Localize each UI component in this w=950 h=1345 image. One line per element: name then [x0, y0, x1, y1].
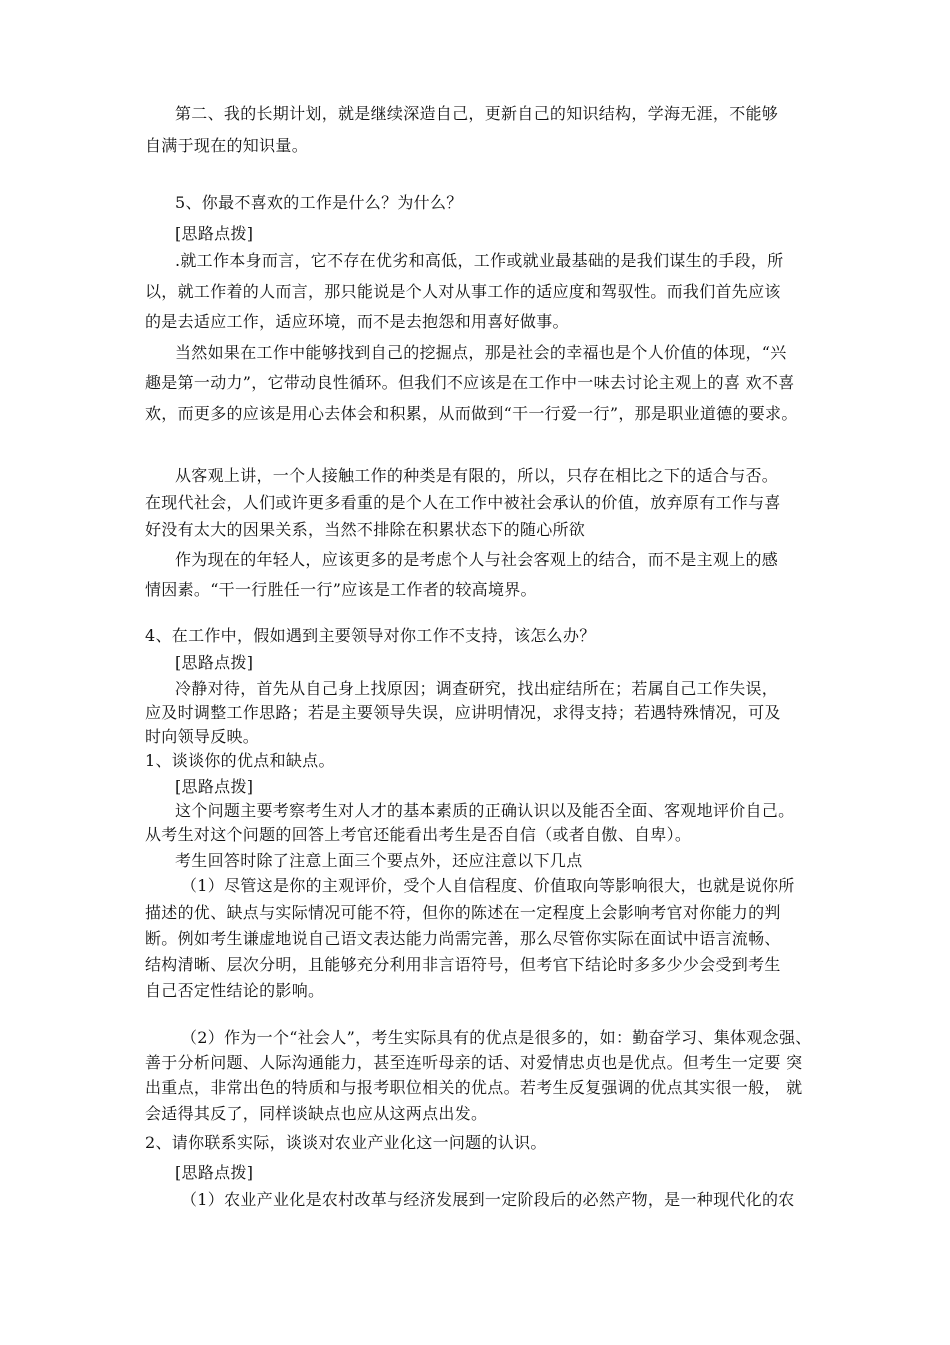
text-line: 第二、我的长期计划，就是继续深造自己，更新自己的知识结构，学海无涯，不能够: [175, 104, 779, 123]
hint-label: [思路点拨]: [175, 653, 254, 672]
text-line: .就工作本身而言，它不存在优劣和高低，工作或就业最基础的是我们谋生的手段，所: [175, 251, 784, 270]
text-line: 描述的优、缺点与实际情况可能不符，但你的陈述在一定程度上会影响考官对你能力的判: [145, 903, 781, 922]
text-line: 当然如果在工作中能够找到自己的挖掘点，那是社会的幸福也是个人价值的体现，“兴: [175, 343, 787, 362]
text-line: 自满于现在的知识量。: [145, 136, 309, 155]
text-line: 冷静对待，首先从自己身上找原因；调查研究，找出症结所在；若属自己工作失误，: [175, 679, 779, 698]
question-heading: 4、在工作中，假如遇到主要领导对你工作不支持，该怎么办？: [145, 626, 596, 645]
question-heading: 1、谈谈你的优点和缺点。: [145, 751, 335, 770]
text-line: 结构清晰、层次分明，且能够充分利用非言语符号，但考官下结论时多多少少会受到考生: [145, 955, 781, 974]
text-line: （1）农业产业化是农村改革与经济发展到一定阶段后的必然产物，是一种现代化的农: [181, 1190, 795, 1209]
text-line: 这个问题主要考察考生对人才的基本素质的正确认识以及能否全面、客观地评价自己。: [175, 801, 795, 820]
text-line: 从考生对这个问题的回答上考官还能看出考生是否自信（或者自傲、自卑）。: [145, 825, 692, 844]
question-heading: 2、请你联系实际，谈谈对农业产业化这一问题的认识。: [145, 1133, 547, 1152]
text-line: （1）尽管这是你的主观评价，受个人自信程度、价值取向等影响很大，也就是说你所: [181, 876, 795, 895]
text-line: 应及时调整工作思路；若是主要领导失误，应讲明情况，求得支持；若遇特殊情况，可及: [145, 703, 781, 722]
text-line: 以，就工作着的人而言，那只能说是个人对从事工作的适应度和驾驭性。而我们首先应该: [145, 282, 781, 301]
text-line: 会适得其反了，同样谈缺点也应从这两点出发。: [145, 1104, 488, 1123]
text-line: 自己否定性结论的影响。: [145, 981, 325, 1000]
text-line: 出重点，非常出色的特质和与报考职位相关的优点。若考生反复强调的优点其实很一般， 就: [145, 1078, 803, 1097]
text-line: 从客观上讲，一个人接触工作的种类是有限的，所以，只存在相比之下的适合与否。: [175, 466, 779, 485]
text-line: 趣是第一动力”，它带动良性循环。但我们不应该是在工作中一味去讨论主观上的喜 欢不喜: [145, 373, 795, 392]
text-line: 欢，而更多的应该是用心去体会和积累，从而做到“干一行爱一行”，那是职业道德的要求。: [145, 404, 798, 423]
question-heading: 5、你最不喜欢的工作是什么？为什么？: [175, 193, 463, 212]
text-line: 断。例如考生谦虚地说自己语文表达能力尚需完善，那么尽管你实际在面试中语言流畅、: [145, 929, 781, 948]
hint-label: [思路点拨]: [175, 777, 254, 796]
text-line: 考生回答时除了注意上面三个要点外，还应注意以下几点: [175, 851, 583, 870]
text-line: 好没有太大的因果关系，当然不排除在积累状态下的随心所欲: [145, 520, 586, 539]
text-line: 在现代社会，人们或许更多看重的是个人在工作中被社会承认的价值，放弃原有工作与喜: [145, 493, 781, 512]
hint-label: [思路点拨]: [175, 1163, 254, 1182]
text-line: （2）作为一个“社会人”，考生实际具有的优点是很多的，如：勤奋学习、集体观念强、: [181, 1028, 812, 1047]
text-line: 善于分析问题、人际沟通能力，甚至连听母亲的话、对爱情忠贞也是优点。但考生一定要 突: [145, 1053, 803, 1072]
text-line: 作为现在的年轻人，应该更多的是考虑个人与社会客观上的结合，而不是主观上的感: [175, 550, 779, 569]
text-line: 时向领导反映。: [145, 727, 260, 746]
hint-label: [思路点拨]: [175, 224, 254, 243]
text-line: 情因素。“干一行胜任一行”应该是工作者的较高境界。: [145, 580, 537, 599]
text-line: 的是去适应工作，适应环境，而不是去抱怨和用喜好做事。: [145, 312, 569, 331]
